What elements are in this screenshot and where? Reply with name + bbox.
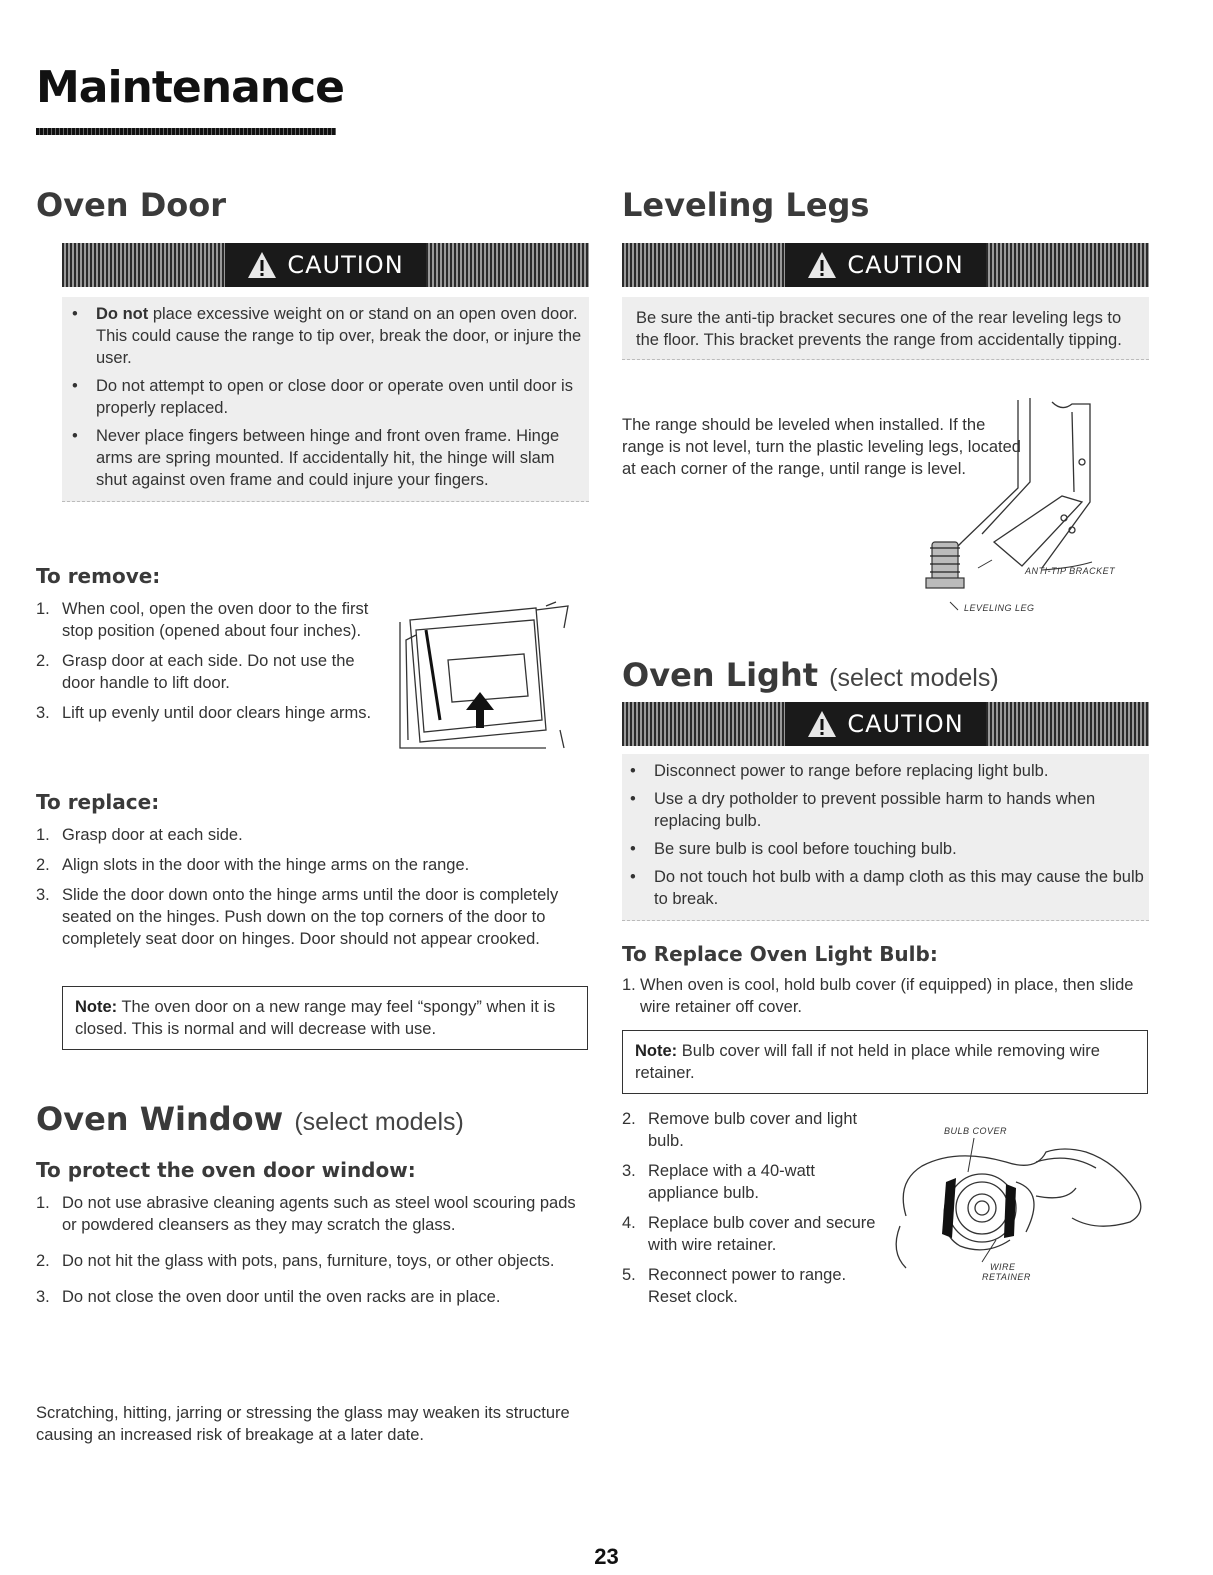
caution-label: CAUTION — [287, 251, 404, 279]
oven-light-caution-box — [622, 754, 1149, 921]
oven-door-caution-banner — [62, 243, 589, 287]
caution-item: • Disconnect power to range before replacing light bulb. — [628, 760, 1149, 782]
retainer-label: RETAINER — [982, 1272, 1031, 1282]
oven-door-illustration — [396, 600, 578, 752]
note-text: Bulb cover will fall if not held in place while removing wire retainer. — [635, 1042, 1100, 1082]
oven-door-heading: Oven Door — [36, 186, 226, 224]
caution-item: • Do not attempt to open or close door or operate oven until door is properly replaced. — [70, 375, 589, 419]
oven-door-caution-box — [62, 297, 589, 502]
caution-item: • Never place fingers between hinge and front oven frame. Hinge arms are spring mounted. If accidentally hit, the hinge will slam shut against oven frame and could injure your fingers. — [70, 425, 589, 491]
list-item: 1. Do not use abrasive cleaning agents such as steel wool scouring pads or powdered cleansers as they may scratch the glass. — [36, 1194, 576, 1234]
caution-item: • Do not touch hot bulb with a damp cloth as this may cause the bulb to break. — [628, 866, 1149, 910]
anti-tip-bracket-illustration — [922, 392, 1150, 622]
replace-steps — [36, 824, 586, 958]
window-closing-text: Scratching, hitting, jarring or stressing the glass may weaken its structure causing an increased risk of breakage at a later date. — [36, 1404, 570, 1444]
caution-item: • Do not place excessive weight on or stand on an open oven door. This could cause the range to tip over, break the door, or injure the user. — [70, 303, 589, 369]
caution-label: CAUTION — [847, 710, 964, 738]
replace-bulb-heading: To Replace Oven Light Bulb: — [622, 942, 938, 966]
leveling-legs-heading: Leveling Legs — [622, 186, 870, 224]
caution-item: • Use a dry potholder to prevent possible harm to hands when replacing bulb. — [628, 788, 1149, 832]
bulb-cover-label: BULB COVER — [944, 1126, 1008, 1136]
oven-window-heading: Oven Window (select models) — [36, 1100, 464, 1138]
remove-steps — [36, 598, 386, 732]
warning-icon — [247, 251, 277, 279]
warning-icon — [807, 710, 837, 738]
window-steps — [36, 1192, 586, 1322]
page-number: 23 — [594, 1544, 619, 1569]
list-item: 2. Grasp door at each side. Do not use the door handle to lift door. — [36, 652, 355, 692]
list-item: 2. Remove bulb cover and light bulb. — [622, 1110, 858, 1150]
title-underline — [36, 128, 336, 135]
page-title: Maintenance — [36, 62, 345, 113]
bulb-steps — [622, 1108, 890, 1316]
to-remove-heading: To remove: — [36, 564, 161, 588]
list-item: 1. Grasp door at each side. — [36, 826, 243, 844]
list-item: 3. Slide the door down onto the hinge arms until the door is completely seated on the hinges. Push down on the top corners of the door to completely seat door on hinges. Door should not appear crooked. — [36, 886, 559, 948]
caution-label: CAUTION — [847, 251, 964, 279]
list-item: 2. Align slots in the door with the hinge arms on the range. — [36, 856, 470, 874]
anti-tip-bracket-label: ANTI-TIP BRACKET — [1025, 566, 1116, 576]
oven-light-note — [622, 1030, 1148, 1094]
leveling-caution-banner — [622, 243, 1149, 287]
caution-text: Be sure the anti-tip bracket secures one of the rear leveling legs to the floor. This bracket prevents the range from accidentally tipping. — [636, 309, 1122, 349]
bulb-step-1 — [622, 974, 1152, 1026]
list-item: 3. Replace with a 40-watt appliance bulb. — [622, 1162, 815, 1202]
caution-item: • Be sure bulb is cool before touching bulb. — [628, 838, 1149, 860]
bulb-cover-illustration — [886, 1122, 1154, 1288]
list-item: 2. Do not hit the glass with pots, pans, furniture, toys, or other objects. — [36, 1252, 555, 1270]
list-item: 3. Do not close the oven door until the oven racks are in place. — [36, 1288, 501, 1306]
leveling-body-text: The range should be leveled when installed. If the range is not level, turn the plastic leveling legs, located at each corner of the range, until range is level. — [622, 416, 1021, 478]
oven-light-caution-banner — [622, 702, 1149, 746]
oven-door-note — [62, 986, 588, 1050]
protect-window-heading: To protect the oven door window: — [36, 1158, 416, 1182]
note-label: Note: — [75, 998, 118, 1016]
leveling-caution-box — [622, 297, 1149, 360]
note-label: Note: — [635, 1042, 678, 1060]
list-item: 4. Replace bulb cover and secure with wire retainer. — [622, 1214, 876, 1254]
warning-icon — [807, 251, 837, 279]
to-replace-heading: To replace: — [36, 790, 160, 814]
leveling-leg-label: LEVELING LEG — [964, 603, 1035, 613]
list-item: 1. When oven is cool, hold bulb cover (if equipped) in place, then slide wire retainer off cover. — [622, 976, 1134, 1016]
oven-light-heading: Oven Light (select models) — [622, 656, 999, 694]
note-text: The oven door on a new range may feel “spongy” when it is closed. This is normal and will decrease with use. — [75, 998, 556, 1038]
list-item: 5. Reconnect power to range. Reset clock. — [622, 1266, 847, 1306]
list-item: 1. When cool, open the oven door to the first stop position (opened about four inches). — [36, 600, 369, 640]
wire-label: WIRE — [990, 1262, 1016, 1272]
list-item: 3. Lift up evenly until door clears hinge arms. — [36, 704, 372, 722]
